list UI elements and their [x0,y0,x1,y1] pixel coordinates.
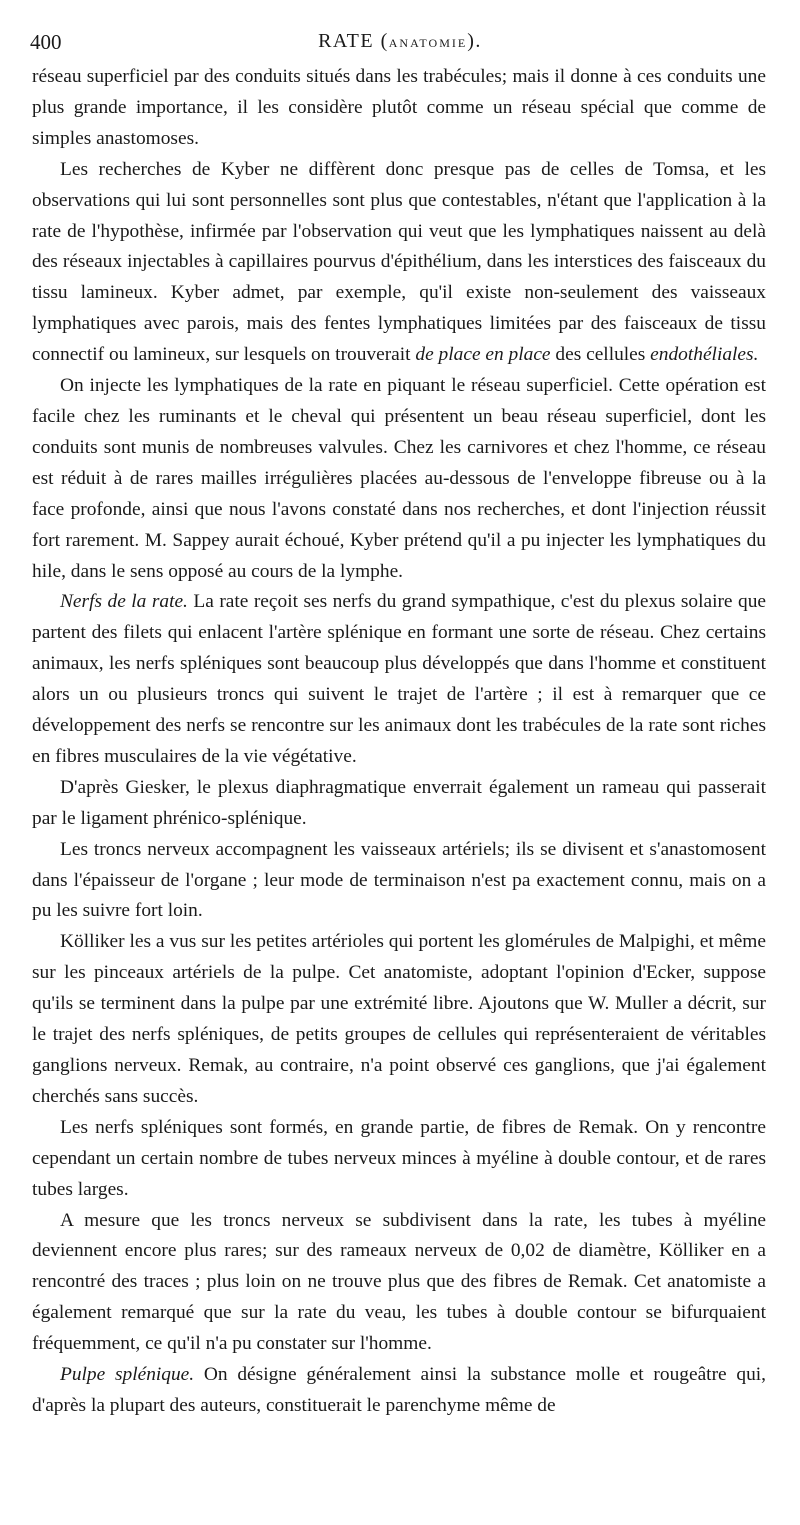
paragraph [32,1206,766,1361]
paragraph [32,835,766,928]
italic-run: Nerfs de la rate. [60,591,188,613]
paragraph [32,587,766,772]
text-run: On désigne généralement ainsi la substance molle et rougeâtre qui, d'après la plupart des auteurs, constituerait le parenchyme même de [32,1364,767,1416]
text-run: Les recherches de Kyber ne diffèrent donc presque pas de celles de Tomsa, et les observations qui lui sont personnelles sont plus que contestables, n'étant que l'application à la rate de l'hypothèse, infirmée par l'observation qui veut que les lymphatiques naissent au delà des réseaux injectables à capillaires pourvus d'épithélium, dans les interstices des faisceaux du tissu lamineux. Kyber admet, par exemple, qu'il existe non-seulement des vaisseaux lymphatiques avec parois, mais des fentes lymphatiques limitées par des faisceaux de tissu connectif ou lamineux, sur lesquels on trouverait [32,158,766,366]
paragraph [32,773,766,835]
body-text [32,62,766,1422]
page-header [30,30,770,58]
text-run: A mesure que les troncs nerveux se subdivisent dans la rate, les tubes à myéline deviennent encore plus rares; sur des rameaux nerveux de 0,02 de diamètre, Kölliker en a rencontré des traces ; plus loin on ne trouve plus que des fibres de Remak. Cet anatomiste a également remarqué que sur la rate du veau, les tubes à double contour se bifurquaient fréquemment, ce qu'il n'a pu constater sur l'homme. [32,1209,766,1355]
italic-run: de place en place [415,344,551,366]
italic-run: Pulpe splénique. [60,1364,195,1386]
paragraph [32,62,766,155]
text-run: Les troncs nerveux accompagnent les vaisseaux artériels; ils se divisent et s'anastomosent dans l'épaisseur de l'organe ; leur mode de terminaison n'est pa exactement connu, mais on a pu les suivre fort loin. [32,838,766,922]
text-run: des cellules [550,344,651,366]
text-run: On injecte les lymphatiques de la rate en piquant le réseau superficiel. Cette opération est facile chez les ruminants et le cheval qui présentent un beau réseau superficiel, dont les conduits sont munis de nombreuses valvules. Chez les carnivores et chez l'homme, ce réseau est réduit à de rares mailles irrégulières placées au-dessous de l'enveloppe fibreuse ou à la face profonde, ainsi que nous l'avons constaté dans nos recherches, et dont l'injection réussit fort rarement. M. Sappey aurait échoué, Kyber prétend qu'il a pu injecter les lymphatiques du hile, dans le sens opposé au cours de la lymphe. [32,375,766,582]
text-run: Les nerfs spléniques sont formés, en grande partie, de fibres de Remak. On y rencontre cependant un certain nombre de tubes nerveux minces à myéline à double contour, et de rares tubes larges. [32,1116,766,1200]
running-title-main: RATE ( [318,30,389,52]
page-number: 400 [30,30,62,54]
running-title-end: ). [467,30,482,52]
running-title-smallcaps: anatomie [388,32,468,51]
text-run: La rate reçoit ses nerfs du grand sympathique, c'est du plexus solaire que partent des filets qui enlacent l'artère splénique en formant une sorte de réseau. Chez certains animaux, les nerfs spléniques sont beaucoup plus développés que dans l'homme et constituent alors un ou plusieurs troncs qui suivent le trajet de l'artère ; il est à remarquer que ce développement des nerfs se rencontre sur les animaux dont les trabécules de la rate sont riches en fibres musculaires de la vie végétative. [32,591,767,767]
paragraph [32,1360,766,1422]
running-title [30,30,770,53]
text-run: D'après Giesker, le plexus diaphragmatique enverrait également un rameau qui passerait par le ligament phrénico-splénique. [32,776,766,829]
italic-run: endothéliales. [650,344,759,366]
paragraph [32,1113,766,1206]
text-run: Kölliker les a vus sur les petites artérioles qui portent les glomérules de Malpighi, et même sur les pinceaux artériels de la pulpe. Cet anatomiste, adoptant l'opinion d'Ecker, suppose qu'ils se terminent dans la pulpe par une extrémité libre. Ajoutons que W. Muller a décrit, sur le trajet des nerfs spléniques, de petits groupes de cellules qui représenteraient de véritables ganglions nerveux. Remak, au contraire, n'a point observé ces ganglions, que j'ai également cherchés sans succès. [32,931,766,1107]
text-run: réseau superficiel par des conduits situés dans les trabécules; mais il donne à ces conduits une plus grande importance, il les considère plutôt comme un réseau spécial que comme de simples anastomoses. [32,66,766,149]
paragraph [32,371,766,587]
paragraph [32,927,766,1112]
paragraph [32,155,766,371]
